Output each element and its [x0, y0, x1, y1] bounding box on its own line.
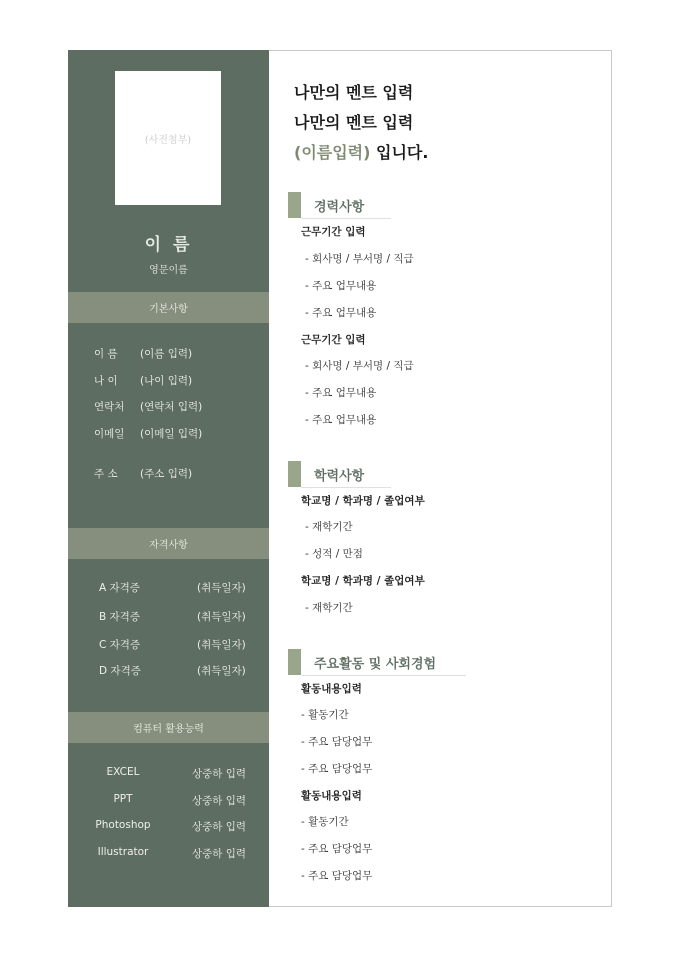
- software-name: PPT: [113, 793, 133, 805]
- english-name: 영문이름: [149, 265, 188, 276]
- cert-header: [68, 528, 269, 559]
- intro-line: 나만의 멘트 입력: [294, 113, 414, 132]
- career-line: - 주요 업무내용: [305, 387, 377, 399]
- basic-info-title: 기본사항: [149, 304, 188, 315]
- career-line: 근무기간 입력: [301, 334, 366, 346]
- photo-placeholder[interactable]: [115, 71, 221, 205]
- basic-label: 나 이: [94, 375, 118, 387]
- basic-label: 이메일: [94, 428, 125, 440]
- software-level: 상중하 입력: [192, 848, 247, 860]
- intro-line: 나만의 멘트 입력: [294, 83, 414, 102]
- education-title: 학력사항: [314, 469, 365, 484]
- activity-line: - 주요 담당업무: [301, 870, 373, 882]
- sidebar: [68, 50, 269, 907]
- computer-header: [68, 712, 269, 743]
- activity-line: 활동내용입력: [301, 790, 362, 802]
- software-level: 상중하 입력: [192, 795, 247, 807]
- career-line: 근무기간 입력: [301, 226, 366, 238]
- intro-line-name: [294, 140, 428, 163]
- intro-suffix: 입니다.: [370, 143, 429, 162]
- cert-name: C 자격증: [99, 639, 141, 651]
- cert-name: B 자격증: [99, 611, 140, 623]
- section-marker: [288, 461, 301, 487]
- name-placeholder: (이름입력): [294, 143, 371, 162]
- cert-title: 자격사항: [149, 540, 188, 551]
- activity-line: 활동내용입력: [301, 683, 362, 695]
- education-line: - 재학기간: [305, 602, 353, 614]
- name-heading: 이 름: [144, 235, 193, 255]
- education-line: - 재학기간: [305, 521, 353, 533]
- software-level: 상중하 입력: [192, 821, 247, 833]
- activity-line: - 활동기간: [301, 816, 349, 828]
- software-name: EXCEL: [106, 766, 140, 778]
- section-marker: [288, 649, 301, 675]
- career-title: 경력사항: [314, 200, 365, 215]
- education-line: - 성적 / 만점: [305, 548, 363, 560]
- basic-info-header: [68, 292, 269, 323]
- basic-value: (이메일 입력): [140, 428, 203, 440]
- basic-label: 연락처: [94, 401, 125, 413]
- cert-date: (취득일자): [197, 665, 246, 677]
- cert-date: (취득일자): [197, 582, 246, 594]
- activity-line: - 주요 담당업무: [301, 736, 373, 748]
- activity-line: - 활동기간: [301, 709, 349, 721]
- software-name: Illustrator: [97, 846, 149, 858]
- basic-value: (주소 입력): [140, 468, 193, 480]
- career-line: - 회사명 / 부서명 / 직급: [305, 360, 414, 372]
- section-divider: [301, 487, 391, 488]
- career-line: - 회사명 / 부서명 / 직급: [305, 253, 414, 265]
- basic-value: (연락처 입력): [140, 401, 203, 413]
- basic-label: 주 소: [94, 468, 118, 480]
- basic-label: 이 름: [94, 348, 118, 360]
- education-line: 학교명 / 학과명 / 졸업여부: [301, 575, 425, 587]
- basic-value: (이름 입력): [140, 348, 193, 360]
- software-name: Photoshop: [95, 819, 151, 831]
- basic-value: (나이 입력): [140, 375, 193, 387]
- computer-title: 컴퓨터 활용능력: [133, 724, 204, 735]
- career-line: - 주요 업무내용: [305, 280, 377, 292]
- cert-name: A 자격증: [99, 582, 140, 594]
- cert-date: (취득일자): [197, 639, 246, 651]
- career-line: - 주요 업무내용: [305, 414, 377, 426]
- activity-title: 주요활동 및 사회경험: [314, 657, 437, 672]
- photo-label: (사진첨부): [144, 134, 192, 146]
- software-level: 상중하 입력: [192, 768, 247, 780]
- cert-date: (취득일자): [197, 611, 246, 623]
- section-marker: [288, 192, 301, 218]
- section-divider: [301, 218, 391, 219]
- career-line: - 주요 업무내용: [305, 307, 377, 319]
- activity-line: - 주요 담당업무: [301, 763, 373, 775]
- activity-line: - 주요 담당업무: [301, 843, 373, 855]
- cert-name: D 자격증: [99, 665, 141, 677]
- education-line: 학교명 / 학과명 / 졸업여부: [301, 495, 425, 507]
- section-divider: [301, 675, 466, 676]
